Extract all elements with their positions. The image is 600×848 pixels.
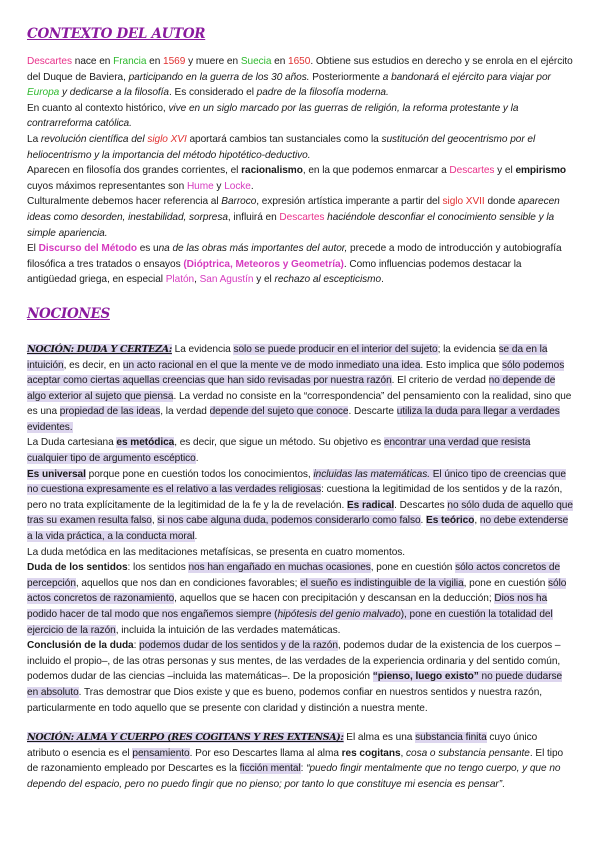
text-span: utiliza la duda para llegar a verdades evidentes. xyxy=(27,406,560,433)
text-span: sustitución del geocentrismo por el heliocentrismo y la importancia del método hipotético-deductivo. xyxy=(27,133,536,161)
text-span: La evidencia xyxy=(171,343,234,355)
text-span: Culturalmente debemos hacer referencia al xyxy=(27,196,222,208)
text-span: . xyxy=(502,778,505,790)
text-span: siglo XVI xyxy=(147,133,187,145)
paragraph-baroque xyxy=(27,194,573,241)
text-span: no debe extenderse a la vida práctica, a la conducta moral xyxy=(27,515,569,543)
text-span: precede a modo de introducción y autobiografía filosófica a tres tratados o ensayos xyxy=(27,243,562,270)
text-span: Locke xyxy=(224,180,251,192)
text-span: Suecia xyxy=(240,56,272,67)
text-span: depende del sujeto que conoce xyxy=(209,406,349,418)
text-span: cuyo único atributo o esencia es el xyxy=(27,732,538,759)
text-span: no depende de algo exterior al sujeto que piensa xyxy=(27,375,556,402)
text-span: participando en la guerra de los 30 años. xyxy=(128,71,310,83)
paragraph-historical-context xyxy=(27,101,573,132)
text-span: Es radical xyxy=(346,499,395,511)
text-span: a bandonará el ejército para viajar por xyxy=(382,71,551,83)
text-span: . xyxy=(381,274,384,286)
text-span: y el xyxy=(494,165,516,177)
text-span: . xyxy=(250,180,254,192)
text-span: si nos cabe alguna duda, podemos considerarlo como falso xyxy=(157,515,421,527)
text-span: revolución científica del xyxy=(40,133,148,145)
text-span: donde xyxy=(484,196,519,208)
text-span: Discurso del Método xyxy=(38,243,137,255)
text-span: “puedo fingir mentalmente que no tengo cuerpo, y que no dependo del espacio, pero no puedo fingir que no pienso; por tanto lo que constituye mi esencia es pensar” xyxy=(27,763,561,790)
text-span: en xyxy=(271,56,289,67)
text-span: . Esto implica que xyxy=(420,359,502,371)
text-span: Europa xyxy=(27,87,60,99)
text-span: (Dióptrica, Meteoros y Geometría) xyxy=(183,258,344,270)
text-span: cosa o substancia pensante xyxy=(406,747,530,759)
text-span: aparecen ideas como desorden, inestabilidad, sorpresa xyxy=(27,196,560,223)
text-span: no sólo duda de aquello que tras su examen resulta falso xyxy=(27,499,573,527)
text-span: en xyxy=(146,56,164,67)
text-span: res cogitans xyxy=(341,747,401,759)
text-span: . xyxy=(420,515,427,527)
text-span: aportará cambios tan sustanciales como la xyxy=(186,133,382,145)
text-span: . El criterio de verdad xyxy=(391,375,489,387)
text-span: : cuestiona la legitimidad de los sentidos y de la razón, pero no trata explícitamente de la legitimidad de la fe y la de revelación. xyxy=(27,484,563,511)
text-span: podemos dudar de los sentidos y de la razón xyxy=(139,640,338,652)
text-span: propiedad de las ideas xyxy=(59,406,161,418)
text-span: , xyxy=(400,747,407,759)
notion-label: NOCIÓN: DUDA Y CERTEZA: xyxy=(27,343,172,355)
text-span: vive en un siglo marcado por las guerras de religión, la reforma protestante y la contrarreforma católica. xyxy=(27,102,519,130)
text-span: hipótesis del genio malvado xyxy=(277,609,401,620)
text-span: se da en la intuición xyxy=(27,343,548,371)
text-span: nos han engañado en muchas ocasiones xyxy=(188,562,371,574)
text-span: substancia finita xyxy=(415,732,487,744)
text-span: : xyxy=(133,640,140,652)
text-span: Es teórico xyxy=(426,515,475,527)
text-span: sólo actos concretos de percepción xyxy=(27,562,561,589)
text-span: Conclusión de la duda xyxy=(27,640,134,652)
section-heading-nociones: NOCIONES xyxy=(27,305,110,322)
text-span: : xyxy=(300,763,307,775)
text-span: Hume xyxy=(186,180,214,192)
text-span: ), pone en cuestión la totalidad del ejercicio de la razón xyxy=(27,609,553,636)
text-span: , xyxy=(474,515,480,527)
text-span: nace en xyxy=(72,56,114,67)
text-span: rechazo al escepticismo xyxy=(274,274,382,286)
notion-duda-certeza xyxy=(27,342,573,436)
text-span: sólo podemos aceptar como ciertas aquellas creencias que han sido revisadas por nuestra razón xyxy=(27,359,565,387)
text-span: y xyxy=(213,180,225,192)
paragraph-philosophy-currents xyxy=(27,163,573,194)
text-span: es metódica xyxy=(116,437,175,449)
text-span: siglo XVII xyxy=(442,196,485,208)
text-span: y dedicarse a la filosofía xyxy=(59,87,169,99)
text-span: . Como influencias podemos destacar la antigüedad griega, en especial xyxy=(27,258,522,286)
notion-alma-cuerpo xyxy=(27,730,573,792)
text-span: Descartes xyxy=(279,211,325,223)
text-span: La Duda cartesiana xyxy=(27,437,117,449)
text-span: encontrar una verdad que resista cualquier tipo de argumento escéptico xyxy=(27,437,531,465)
text-span: , xyxy=(194,274,200,286)
text-span: empirismo xyxy=(515,165,567,177)
paragraph-conclusion-duda xyxy=(27,638,573,716)
text-span: . La verdad no consiste en la “correspondencia” del pensamiento con la realidad, sino que es una xyxy=(27,390,572,418)
text-span: Es universal xyxy=(27,468,86,480)
text-span: y muere en xyxy=(185,56,241,67)
text-span: El xyxy=(27,243,39,255)
text-span: Platón xyxy=(165,274,195,286)
text-span: Francia xyxy=(113,56,147,67)
text-span: cuyos máximos representantes son xyxy=(27,180,187,192)
text-span: racionalismo xyxy=(241,165,303,177)
text-span: 1650 xyxy=(288,56,311,67)
text-span: . Descarte xyxy=(348,406,397,418)
section-heading-contexto: CONTEXTO DEL AUTOR xyxy=(27,26,206,42)
text-span: El único tipo de creencias que no cuestiona expresamente es el relativo a las verdades religiosas xyxy=(27,468,566,496)
text-span: padre de la filosofía moderna. xyxy=(256,87,389,99)
text-span: En cuanto al contexto histórico, xyxy=(27,102,169,114)
text-span: na de las obras más importantes del autor, xyxy=(158,243,348,255)
notion-label: NOCIÓN: ALMA Y CUERPO (RES COGITANS Y RES EXTENSA): xyxy=(27,732,344,744)
text-span: El alma es una xyxy=(343,732,416,744)
text-span: ficción mental xyxy=(239,763,301,775)
text-span: “pienso, luego existo” xyxy=(372,671,479,683)
text-span: y el xyxy=(253,274,275,286)
text-span: Posteriormente xyxy=(309,71,383,83)
text-span: , incluida la intuición de las verdades matemáticas. xyxy=(115,624,341,636)
text-span: . Descartes xyxy=(394,499,448,511)
text-span: incluidas las matemáticas. xyxy=(313,468,430,480)
text-span: , aquellos que nos dan en condiciones favorables; xyxy=(75,577,301,589)
text-span: La xyxy=(27,133,41,145)
text-span: : los sentidos xyxy=(127,562,189,574)
text-span: . xyxy=(194,531,198,543)
text-span: Dios nos ha podido hacer de tal modo que nos engañemos siempre ( xyxy=(27,593,548,620)
paragraph-duda-sentidos xyxy=(27,560,573,638)
text-span: haciéndole desconfiar el conocimiento sensible y la simple apariencia. xyxy=(27,211,555,239)
paragraph-duda-metodica xyxy=(27,435,573,466)
text-span: , expresión artística imperante a partir del xyxy=(256,196,443,208)
text-span: Descartes xyxy=(449,165,495,177)
text-span: . Tras demostrar que Dios existe y que es bueno, podemos confiar en nuestros sentidos y nuestra razón, particularmente en todo aquello que se presente con claridad y distinción a nuestra mente. xyxy=(27,686,543,714)
text-span: , pone en cuestión xyxy=(370,562,456,574)
text-span: no puede dudarse en absoluto xyxy=(27,671,563,698)
text-span: , podemos dudar de la existencia de los cuerpos –incluido el propio–, de las otras personas y sus mentes, de las verdades de la experiencia ordinaria y del sentido común, podemos dudar de las ciencias –incluida las matemáticas–. De la proposición xyxy=(27,640,561,683)
text-span: pensamiento xyxy=(132,747,190,759)
spacer xyxy=(27,716,573,730)
text-span: es u xyxy=(136,243,159,255)
paragraph-cuatro-momentos xyxy=(27,545,573,561)
text-span: un acto racional en el que la mente ve de modo inmediato una idea xyxy=(122,359,421,371)
text-span: Duda de los sentidos xyxy=(27,562,128,574)
text-span: , influirá en xyxy=(227,211,280,223)
text-span: solo se puede producir en el interior del sujeto xyxy=(233,343,438,355)
text-span: ; la evidencia xyxy=(437,343,499,355)
text-span: , pone en cuestión xyxy=(463,577,549,589)
text-span: , xyxy=(151,515,158,527)
text-span: , la verdad xyxy=(160,406,210,418)
text-span: Aparecen en filosofía dos grandes corrientes, el xyxy=(27,165,242,177)
text-span: el sueño es indistinguible de la vigilia xyxy=(300,577,464,589)
text-span: 1569 xyxy=(163,56,186,67)
paragraph-duda-universal xyxy=(27,467,573,545)
text-span: San Agustín xyxy=(199,274,254,286)
text-span: sólo actos concretos de razonamiento xyxy=(27,577,567,605)
text-span: , en la que podemos enmarcar a xyxy=(302,165,450,177)
paragraph-biography xyxy=(27,54,573,101)
paragraph-discourse-method xyxy=(27,241,573,288)
text-span: . El tipo de razonamiento empleado por Descartes es la xyxy=(27,747,564,775)
text-span: La duda metódica en las meditaciones metafísicas, se presenta en cuatro momentos. xyxy=(27,546,406,558)
text-span: , aquellos que se hacen con precipitación y descansan en la deducción; xyxy=(174,593,495,605)
text-span: Barroco xyxy=(221,196,257,208)
text-span: . Por eso Descartes llama al alma xyxy=(189,747,342,759)
text-span: , es decir, que sigue un método. Su objetivo es xyxy=(174,437,384,449)
text-span: , es decir, en xyxy=(63,359,123,371)
text-span: . xyxy=(195,453,199,465)
text-span: . Es considerado el xyxy=(169,87,257,99)
paragraph-scientific-revolution xyxy=(27,132,573,163)
text-span: . Obtiene sus estudios en derecho y se enrola en el ejército del Duque de Baviera, xyxy=(27,56,573,83)
text-span: Descartes xyxy=(27,56,72,67)
text-span: porque pone en cuestión todos los conocimientos, xyxy=(85,468,314,480)
